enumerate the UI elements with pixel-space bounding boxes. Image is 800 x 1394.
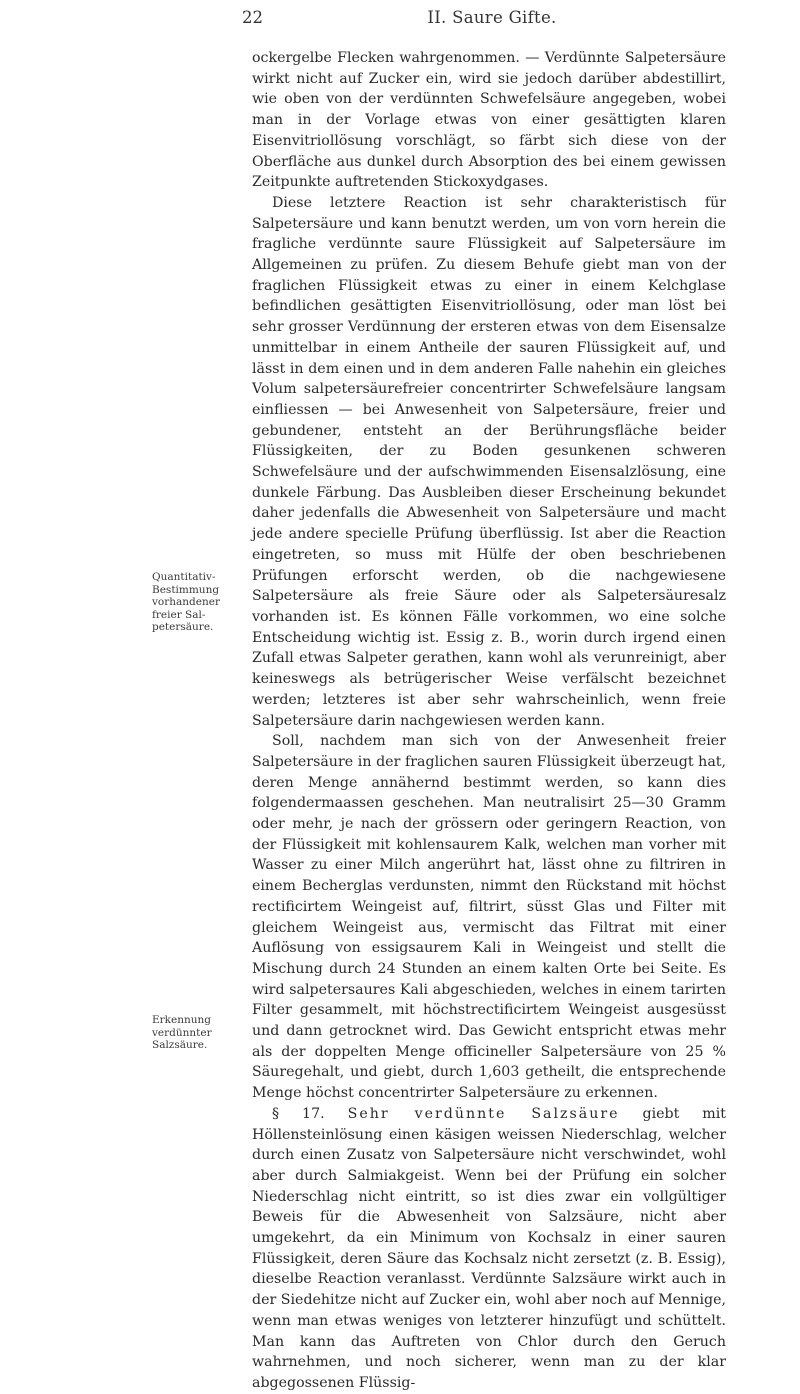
section-number: § 17. xyxy=(272,1105,325,1122)
paragraph-1: ockergelbe Flecken wahrgenommen. — Verdünnte Salpetersäure wirkt nicht auf Zucker ein, wird sie jedoch darüber abdestillirt, wie oben von der verdünnten Schwefelsäure angegeben, wobei man in der Vorlage etwas von einer gesättigten klaren Eisenvitriollösung vorschlägt, so färbt sich diese von der Oberfläche aus dunkel durch Absorption des bei einem gewissen Zeitpunkte auftretenden Stickoxydgases. xyxy=(252,50,726,191)
paragraph-3: Soll, nachdem man sich von der Anwesenheit freier Salpetersäure in der fraglichen sauren Flüssigkeit überzeugt hat, deren Menge annähernd bestimmt werden, so kann dies folgendermaassen geschehen. Man neutralisirt 25—30 Gramm oder mehr, je nach der grössern oder geringern Reaction, von der Flüssigkeit mit kohlensaurem Kalk, welchen man vorher mit Wasser zu einer Milch angerührt hat, lässt ohne zu filtriren in einem Becherglas verdunsten, nimmt den Rückstand mit höchst rectificirtem Weingeist auf, filtrirt, süsst Glas und Filter mit gleichem Weingeist aus, vermischt das Filtrat mit einer Auflösung von essigsaurem Kali in Weingeist und stellt die Mischung durch 24 Stunden an einem kalten Orte bei Seite. Es wird salpetersaures Kali abgeschieden, welches in einem tarirten Filter gesammelt, mit höchstrectificirtem Weingeist ausgesüsst und dann getrocknet wird. Das Gewicht entspricht etwas mehr als der doppelten Menge officineller Salpetersäure von 25 % Säuregehalt, und giebt, durch 1,603 getheilt, die entsprechende Menge höchst concentrirter Salpetersäure zu erkennen. xyxy=(252,733,726,1102)
margin-note-salzsaeure xyxy=(152,1014,248,1052)
margin-note-line: freier Sal- xyxy=(152,608,206,621)
margin-note-line: petersäure. xyxy=(152,621,214,633)
margin-note-quantitative xyxy=(152,571,248,634)
margin-note-line: Salzsäure. xyxy=(152,1039,208,1051)
margin-note-line: Erkennung xyxy=(152,1014,212,1026)
margin-note-line: Quantitativ- xyxy=(152,571,216,583)
page-header xyxy=(242,8,742,32)
paragraph-4 xyxy=(252,1104,726,1394)
margin-note-line: vorhandener xyxy=(152,596,220,608)
margin-note-line: Bestimmung xyxy=(152,583,220,596)
margin-note-line: verdünnter xyxy=(152,1026,212,1039)
paragraph-2: Diese letztere Reaction ist sehr charakteristisch für Salpetersäure und kann benutzt werden, um von vorn herein die fragliche verdünnte saure Flüssigkeit auf Salpetersäure im Allgemeinen zu prüfen. Zu diesem Behufe giebt man von der fraglichen Flüssigkeit etwas zu einer in einem Kelchglase befindlichen gesättigten Eisenvitriollösung, oder man löst bei sehr grosser Verdünnung der ersteren etwas von dem Eisensalze unmittelbar in einem Antheile der sauren Flüssigkeit auf, und lässt in dem einen und in dem anderen Falle nahehin ein gleiches Volum salpetersäurefreier concentrirter Schwefelsäure langsam einfliessen — bei Anwesenheit von Salpetersäure, freier und gebundener, entsteht an der Berührungsfläche beider Flüssigkeiten, der zu Boden gesunkenen schweren Schwefelsäure und der aufschwimmenden Eisensalzlösung, eine dunkele Färbung. Das Ausbleiben dieser Erscheinung bekundet daher jedenfalls die Abwesenheit von Salpetersäure und macht jede andere specielle Prüfung überflüssig. Ist aber die Reaction eingetreten, so muss mit Hülfe der oben beschriebenen Prüfungen erforscht werden, ob die nachgewiesene Salpetersäure als freie Säure oder als Salpetersäuresalz vorhanden ist. Es können Fälle vorkommen, wo eine solche Entscheidung wichtig ist. Essig z. B., worin durch irgend einen Zufall etwas Salpeter gerathen, kann wohl als verunreinigt, aber keineswegs als betrügerischer Weise verfälscht bezeichnet werden; letzteres ist aber sehr wahrscheinlich, wenn freie Salpetersäure darin nachgewiesen werden kann. xyxy=(252,194,726,729)
page-number: 22 xyxy=(242,8,263,27)
body-text xyxy=(252,48,726,1394)
running-title: II. Saure Gifte. xyxy=(427,8,557,27)
section-heading: Sehr verdünnte Salzsäure xyxy=(347,1105,620,1122)
section-text: giebt mit Höllensteinlösung einen käsigen weissen Niederschlag, welcher durch einen Zusatz von Salpetersäure nicht verschwindet, wohl aber durch Salmiakgeist. Wenn bei der Prüfung ein solcher Niederschlag nicht eintritt, so ist dies zwar ein vollgültiger Beweis für die Abwesenheit von Salzsäure, nicht aber umgekehrt, da ein Minimum von Kochsalz in einer sauren Flüssigkeit, deren Säure das Kochsalz nicht zersetzt (z. B. Essig), dieselbe Reaction veranlasst. Verdünnte Salzsäure wirkt auch in der Siedehitze nicht auf Zucker ein, wohl aber noch auf Mennige, wenn man etwas weniges von letzterer hinzufügt und schüttelt. Man kann das Auftreten von Chlor durch den Geruch wahrnehmen, und noch sicherer, wenn man zu der klar abgegossenen Flüssig- xyxy=(252,1105,726,1391)
